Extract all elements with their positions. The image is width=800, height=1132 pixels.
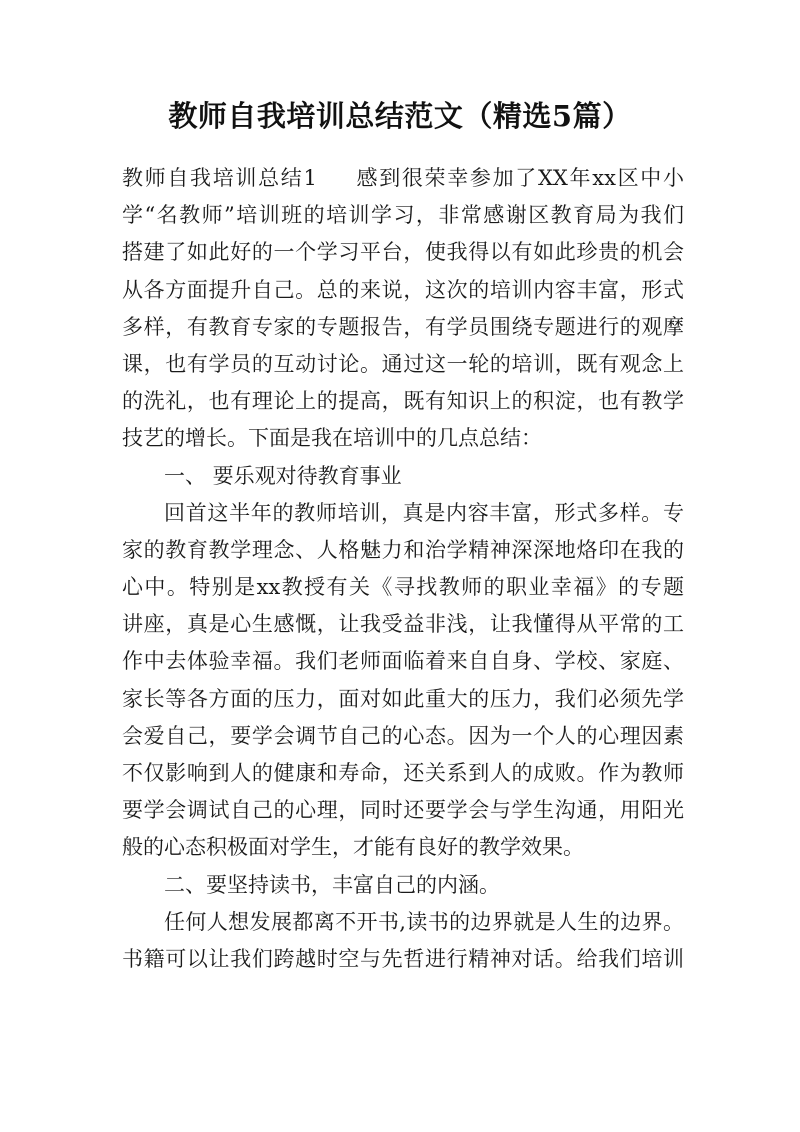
document-body xyxy=(122,160,684,978)
section-heading: 一、 要乐观对待教育事业 xyxy=(164,463,402,488)
text-line: 不仅影响到人的健康和寿命，还关系到人的成败。作为教师 xyxy=(122,761,684,785)
text-line: 家的教育教学理念、人格魅力和治学精神深深地烙印在我的 xyxy=(122,537,684,562)
text-line: 讲座，真是心生感慨，让我受益非浅，让我懂得从平常的工 xyxy=(122,612,684,637)
text-line: 回首这半年的教师培训，真是内容丰富，形式多样。专 xyxy=(164,500,684,525)
text-line: 家长等各方面的压力，面对如此重大的压力，我们必须先学 xyxy=(122,686,684,711)
text-line: 多样，有教育专家的专题报告，有学员围绕专题进行的观摩 xyxy=(122,314,684,339)
text-line: 从各方面提升自己。总的来说，这次的培训内容丰富，形式 xyxy=(122,277,684,302)
text-line: 学“名教师”培训班的培训学习，非常感谢区教育局为我们 xyxy=(122,203,684,228)
text-line: 任何人想发展都离不开书,读书的边界就是人生的边界。 xyxy=(164,909,684,934)
text-line: 搭建了如此好的一个学习平台，使我得以有如此珍贵的机会 xyxy=(122,240,684,265)
text-line: 作中去体验幸福。我们老师面临着来自自身、学校、家庭、 xyxy=(122,649,684,674)
section-heading: 二、要坚持读书，丰富自己的内涵。 xyxy=(164,872,500,897)
text-line: 技艺的增长。下面是我在培训中的几点总结： xyxy=(122,426,542,451)
text-line: 的洗礼，也有理论上的提高，既有知识上的积淀，也有教学 xyxy=(122,389,684,414)
document-title: 教师自我培训总结范文（精选5篇） xyxy=(168,99,632,133)
text-line: 会爱自己，要学会调节自己的心态。因为一个人的心理因素 xyxy=(122,723,684,748)
section-label: 教师自我培训总结1 xyxy=(122,166,317,190)
text-line xyxy=(122,160,684,197)
text-line: 要学会调试自己的心理，同时还要学会与学生沟通，用阳光 xyxy=(122,798,684,823)
text-line: 书籍可以让我们跨越时空与先哲进行精神对话。给我们培训 xyxy=(122,946,684,971)
text-line: 课，也有学员的互动讨论。通过这一轮的培训，既有观念上 xyxy=(122,351,684,376)
text-line: 般的心态积极面对学生，才能有良好的教学效果。 xyxy=(122,835,584,860)
text-segment: 感到很荣幸参加了XX年xx区中小 xyxy=(354,166,684,190)
text-line: 心中。特别是xx教授有关《寻找教师的职业幸福》的专题 xyxy=(122,575,684,600)
